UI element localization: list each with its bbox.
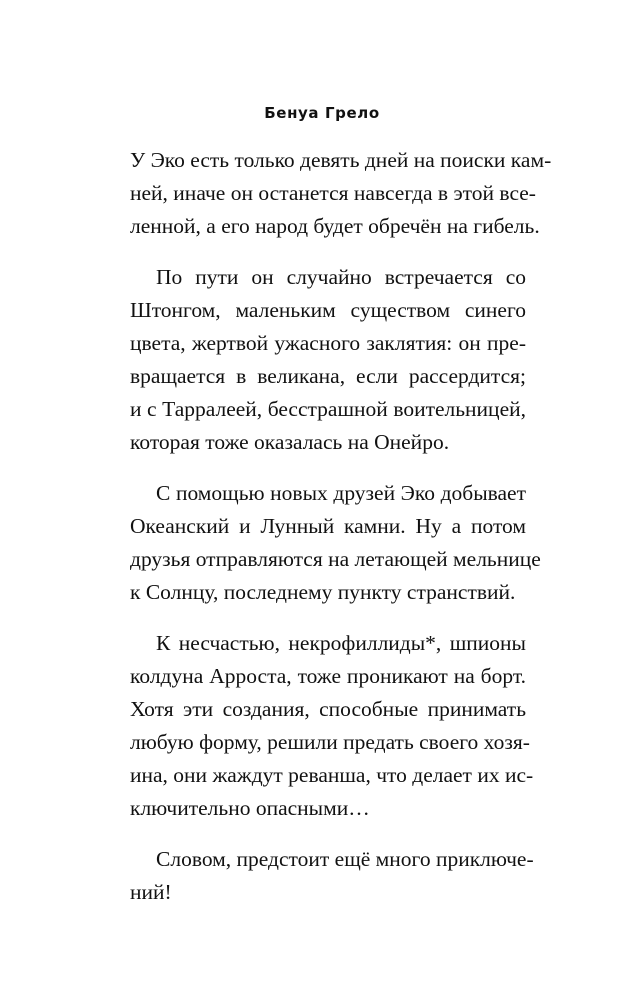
text-line: и с Тарралеей, бесстрашной воительницей, xyxy=(130,397,526,421)
text-line: Штонгом, маленьким существом синего xyxy=(130,298,526,322)
paragraph xyxy=(130,144,552,243)
text-line: ленной, а его народ будет обречён на гибель. xyxy=(130,214,540,238)
text-line: ключительно опасными… xyxy=(130,796,370,820)
text-line: которая тоже оказалась на Онейро. xyxy=(130,430,450,454)
body-text xyxy=(130,144,552,927)
text-line: друзья отправляются на летающей мельнице xyxy=(130,547,541,571)
text-line: У Эко есть только девять дней на поиски кам- xyxy=(130,148,552,172)
running-head-author: Бенуа Грело xyxy=(264,104,380,122)
text-line: Словом, предстоит ещё много приключе- xyxy=(156,847,534,871)
paragraph xyxy=(130,627,534,825)
text-line: ней, иначе он останется навсегда в этой все- xyxy=(130,181,536,205)
text-line: ина, они жаждут реванша, что делает их ис- xyxy=(130,763,534,787)
text-line: колдуна Арроста, тоже проникают на борт. xyxy=(130,664,526,688)
text-line: любую форму, решили предать своего хозя- xyxy=(130,730,530,754)
text-line: С помощью новых друзей Эко добывает xyxy=(156,481,526,505)
text-line: Хотя эти создания, способные принимать xyxy=(130,697,526,721)
text-line: к Солнцу, последнему пункту странствий. xyxy=(130,580,516,604)
paragraph xyxy=(130,843,534,909)
paragraph xyxy=(130,261,526,459)
text-line: К несчастью, некрофиллиды*, шпионы xyxy=(156,631,526,655)
text-line: По пути он случайно встречается со xyxy=(156,265,526,289)
text-line: Океанский и Лунный камни. Ну а потом xyxy=(130,514,526,538)
text-line: ний! xyxy=(130,880,172,904)
text-line: вращается в великана, если рассердится; xyxy=(130,364,526,388)
paragraph xyxy=(130,477,541,609)
text-line: цвета, жертвой ужасного заклятия: он пре- xyxy=(130,331,526,355)
